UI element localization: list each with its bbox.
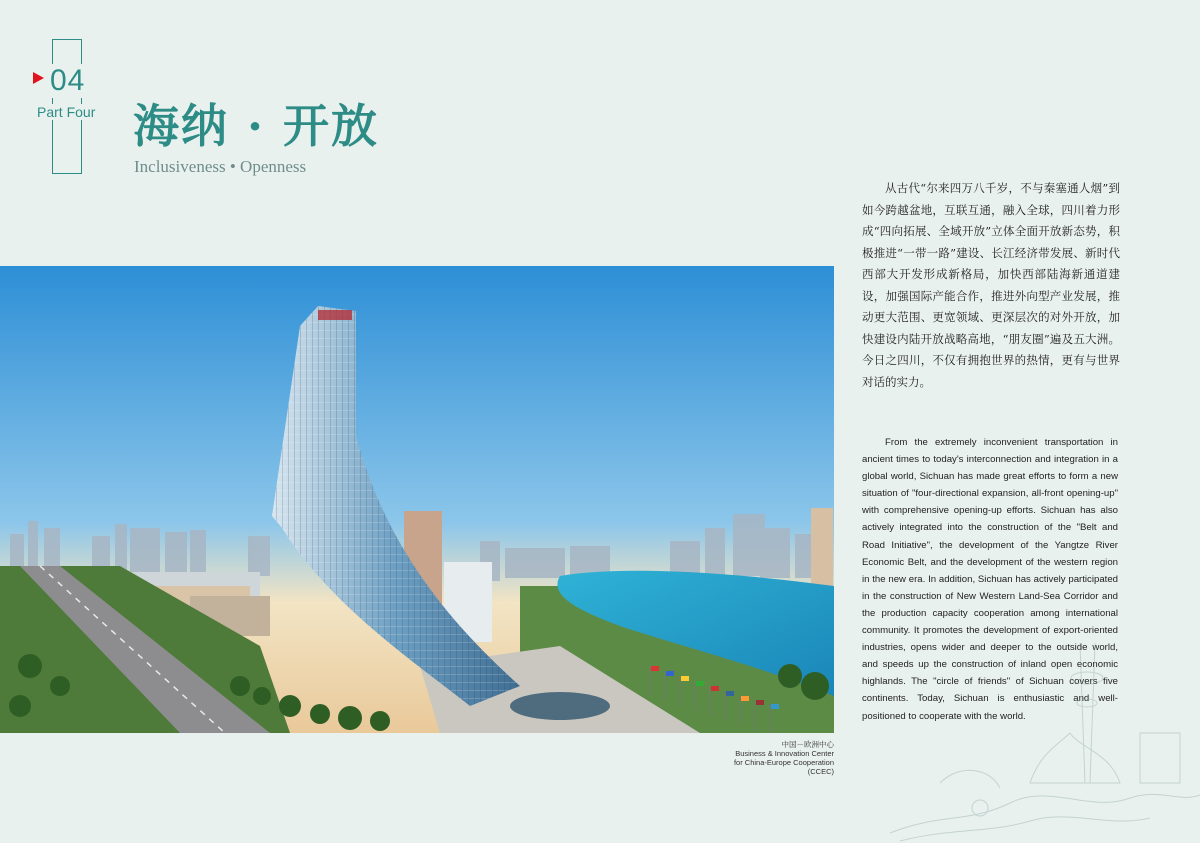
caption-en-3: (CCEC) bbox=[807, 767, 834, 776]
body-text-en: From the extremely inconvenient transportation in ancient times to today's interconnection and integration in a global world, Sichuan has made great efforts to form a new situation of "four-directional expansion, all-front opening-up" with comprehensive opening-up efforts. Sichuan has also actively integrated into the construction of the "Belt and Road Initiative", the development of the Yangtze River Economic Belt, and the development of the western region in the new era. In addition, Sichuan has actively participated in the construction of New Western Land-Sea Corridor and the production capacity cooperation among international community. It promotes the development of export-oriented industries, opens wider and deeper to the outside world, and speeds up the construction of inland open economic highlands. The "circle of friends" of Sichuan covers five continents. Today, Sichuan is enthusiastic and well-positioned to cooperate with the world. bbox=[862, 437, 1118, 722]
photo-caption bbox=[634, 740, 834, 776]
part-label: Part Four bbox=[37, 104, 96, 120]
decorative-line-art bbox=[880, 583, 1200, 843]
red-arrow-icon bbox=[33, 72, 44, 84]
caption-cn: 中国－欧洲中心 bbox=[781, 740, 834, 749]
part-number: 04 bbox=[50, 64, 86, 97]
caption-en-1: Business & Innovation Center bbox=[735, 749, 834, 758]
caption-en-2: for China-Europe Cooperation bbox=[733, 758, 834, 767]
cityscape-photo bbox=[0, 266, 834, 733]
body-text-cn: 从古代“尔来四万八千岁，不与秦塞通人烟”到如今跨越盆地，互联互通，融入全球，四川着力形成“四向拓展、全域开放”立体全面开放新态势，积极推进“一带一路”建设、长江经济带发展、新时代西部大开发形成新格局，加快西部陆海新通道建设，加强国际产能合作，推进外向型产业发展，推动更大范围、更宽领域、更深层次的对外开放，加快建设内陆开放战略高地，“朋友圈”遍及五大洲。今日之四川，不仅有拥抱世界的热情，更有与世界对话的实力。 bbox=[862, 181, 1120, 389]
page-title-cn: 海纳 · 开放 bbox=[133, 99, 380, 153]
page-title-en: Inclusiveness • Openness bbox=[134, 157, 307, 176]
